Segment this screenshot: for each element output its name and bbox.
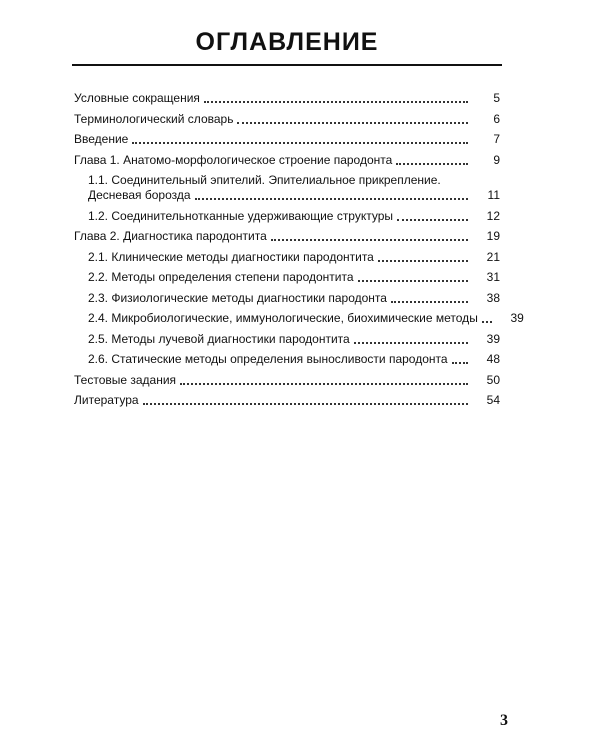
leader-dots bbox=[195, 198, 468, 200]
toc-entry-page: 31 bbox=[486, 270, 500, 284]
toc-entry-page: 11 bbox=[487, 188, 500, 202]
toc-entry-chapter-1[interactable] bbox=[74, 153, 500, 168]
leader-dots bbox=[391, 301, 468, 303]
toc-entry-section-2-6[interactable] bbox=[74, 352, 500, 367]
toc-entry-section-1-2[interactable] bbox=[74, 209, 500, 224]
toc-entry-abbreviations[interactable] bbox=[74, 91, 500, 106]
toc-entry-page: 21 bbox=[486, 249, 500, 264]
toc-entry-page: 7 bbox=[493, 132, 500, 146]
toc-entry-label: Терминологический словарь bbox=[74, 111, 234, 126]
toc-entry-section-2-2[interactable] bbox=[74, 270, 500, 285]
toc-entry-page: 39 bbox=[486, 331, 500, 346]
toc-entry-page: 19 bbox=[486, 229, 500, 243]
toc-entry-page: 38 bbox=[486, 290, 500, 305]
toc-entry-label: Тестовые задания bbox=[74, 372, 177, 387]
toc-entry-tests[interactable] bbox=[74, 373, 500, 388]
leader-dots bbox=[180, 383, 468, 385]
toc-entry-page: 39 bbox=[510, 311, 524, 325]
toc-entry-label: 2.5. Методы лучевой диагностики пародонтита bbox=[88, 331, 350, 346]
toc-entry-label-line2: Десневая борозда bbox=[88, 188, 191, 202]
toc-entry-label: 2.1. Клинические методы диагностики пародонтита bbox=[88, 249, 374, 264]
toc-entry-page: 48 bbox=[486, 352, 500, 366]
toc-entry-page: 6 bbox=[493, 111, 500, 126]
leader-dots bbox=[204, 101, 468, 103]
toc-entry-section-1-1[interactable] bbox=[74, 173, 500, 203]
leader-dots bbox=[354, 342, 468, 344]
toc-entry-page: 50 bbox=[486, 372, 500, 387]
toc-entry-label: Условные сокращения bbox=[74, 91, 200, 105]
toc-entry-page: 12 bbox=[486, 208, 500, 223]
toc-entry-page: 5 bbox=[493, 91, 500, 105]
toc-entry-chapter-2[interactable] bbox=[74, 229, 500, 244]
toc-entry-label: Введение bbox=[74, 132, 129, 146]
toc-entry-label: 2.4. Микробиологические, иммунологические, биохимические методы bbox=[88, 311, 478, 325]
page-title: ОГЛАВЛЕНИЕ bbox=[195, 28, 379, 56]
table-of-contents bbox=[74, 91, 524, 414]
leader-dots bbox=[482, 321, 492, 323]
toc-entry-label: Глава 1. Анатомо-морфологическое строение пародонта bbox=[74, 152, 393, 167]
title-rule bbox=[72, 64, 502, 66]
toc-entry-label: Литература bbox=[74, 393, 139, 407]
toc-entry-literature[interactable] bbox=[74, 393, 500, 408]
leader-dots bbox=[378, 260, 468, 262]
leader-dots bbox=[452, 362, 468, 364]
toc-entry-page: 54 bbox=[486, 393, 500, 407]
toc-entry-section-2-3[interactable] bbox=[74, 291, 500, 306]
page-number: 3 bbox=[500, 712, 508, 729]
leader-dots bbox=[271, 239, 468, 241]
toc-entry-label-line1: 1.1. Соединительный эпителий. Эпителиальное прикрепление. bbox=[88, 173, 441, 187]
toc-entry-glossary[interactable] bbox=[74, 112, 500, 127]
toc-entry-label: Глава 2. Диагностика пародонтита bbox=[74, 229, 267, 243]
leader-dots bbox=[397, 219, 468, 221]
toc-entry-label: 1.2. Соединительнотканные удерживающие структуры bbox=[88, 208, 394, 223]
leader-dots bbox=[396, 163, 468, 165]
leader-dots bbox=[132, 142, 468, 144]
leader-dots bbox=[358, 280, 468, 282]
toc-entry-section-2-4[interactable] bbox=[74, 311, 524, 326]
toc-entry-label: 2.6. Статические методы определения выносливости пародонта bbox=[88, 352, 448, 366]
toc-entry-label: 2.2. Методы определения степени пародонтита bbox=[88, 270, 354, 284]
toc-entry-section-2-1[interactable] bbox=[74, 250, 500, 265]
leader-dots bbox=[237, 122, 468, 124]
toc-entry-label: 2.3. Физиологические методы диагностики пародонта bbox=[88, 290, 387, 305]
toc-entry-introduction[interactable] bbox=[74, 132, 500, 147]
leader-dots bbox=[143, 403, 468, 405]
toc-entry-section-2-5[interactable] bbox=[74, 332, 500, 347]
toc-entry-page: 9 bbox=[493, 152, 500, 167]
